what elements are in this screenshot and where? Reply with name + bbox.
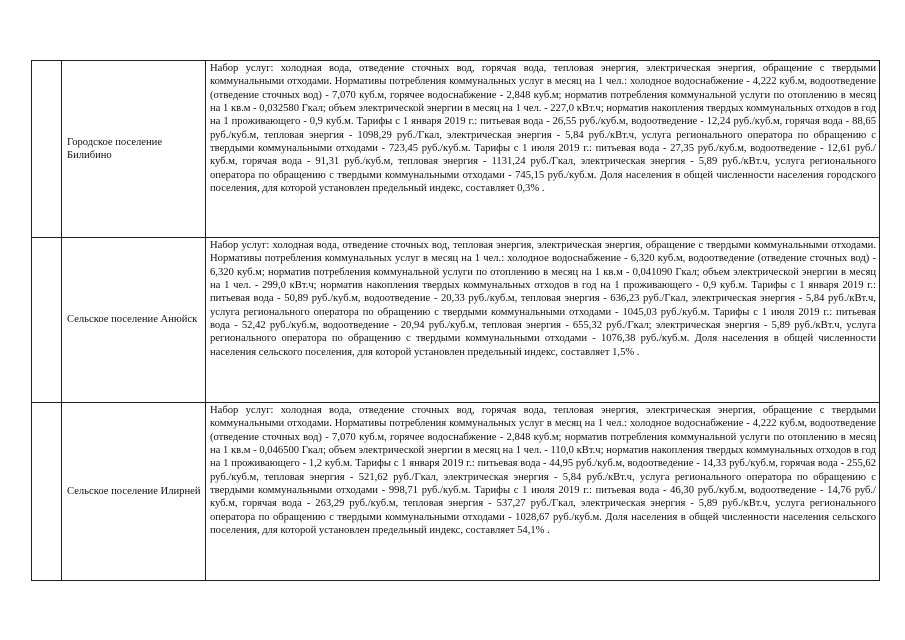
table-row-ilirney — [32, 403, 880, 581]
settlement-name-cell: Сельское поселение Анюйск — [62, 238, 206, 403]
row-number-cell — [32, 238, 62, 403]
table-row-bilibino — [32, 61, 880, 238]
services-description-cell: Набор услуг: холодная вода, отведение сточных вод, горячая вода, тепловая энергия, электрическая энергия, обращение с твердыми коммунальными отходами. Нормативы потребления коммунальных услуг в месяц на 1 чел.: холодное водоснабжение - 4,222 куб.м, водоотведение (отведение сточных вод) - 7,070 куб.м, горячее водоснабжение - 2,848 куб.м; норматив потребления коммунальной услуги по отоплению в месяц на 1 кв.м - 0,032580 Гкал; объем электрической энергии в месяц на 1 чел. - 227,0 кВт.ч; норматив накопления твердых коммунальных отходов в год на 1 проживающего - 0,9 куб.м. Тарифы с 1 января 2019 г.: питьевая вода - 26,55 руб./куб.м, водоотведение - 12,24 руб./куб.м, горячая вода - 88,65 руб./куб.м, тепловая энергия - 1098,29 руб./Гкал, электрическая энергия - 5,84 руб./кВт.ч, услуга регионального оператора по обращению с твердыми коммунальными отходами - 723,45 руб./куб.м. Тарифы с 1 июля 2019 г.: питьевая вода - 27,35 руб./куб.м, водоотведение - 12,61 руб./куб.м, горячая вода - 91,31 руб./куб.м, тепловая энергия - 1131,24 руб./Гкал, электрическая энергия - 5,89 руб./кВт.ч, услуга регионального оператора по обращению с твердыми коммунальными отходами - 745,15 руб./куб.м. Доля населения в общей численности населения городского поселения, для которой установлен предельный индекс, составляет 0,3% . — [206, 61, 880, 238]
services-description-cell: Набор услуг: холодная вода, отведение сточных вод, горячая вода, тепловая энергия, электрическая энергия, обращение с твердыми коммунальными отходами. Нормативы потребления коммунальных услуг в месяц на 1 чел.: холодное водоснабжение - 4,222 куб.м, водоотведение (отведение сточных вод) - 7,070 куб.м, горячее водоснабжение - 2,848 куб.м; норматив потребления коммунальной услуги по отоплению в месяц на 1 кв.м - 0,046500 Гкал; объем электрической энергии в месяц на 1 чел. - 110,0 кВт.ч; норматив накопления твердых коммунальных отходов в год на 1 проживающего - 1,2 куб.м. Тарифы с 1 января 2019 г.: питьевая вода - 44,95 руб./куб.м, водоотведение - 14,33 руб./куб.м, горячая вода - 255,62 руб./куб.м, тепловая энергия - 521,62 руб./Гкал, электрическая энергия - 5,84 руб./кВт.ч, услуга регионального оператора по обращению с твердыми коммунальными отходами - 998,71 руб./куб.м. Тарифы с 1 июля 2019 г.: питьевая вода - 46,30 руб./куб.м, водоотведение - 14,76 руб./куб.м, горячая вода - 263,29 руб./куб.м, тепловая энергия - 537,27 руб./Гкал, электрическая энергия - 5,89 руб./кВт.ч, услуга регионального оператора по обращению с твердыми коммунальными отходами - 1028,67 руб./куб.м. Доля населения в общей численности населения сельского поселения, для которой установлен предельный индекс, составляет 54,1% . — [206, 403, 880, 581]
settlement-name-cell: Городское поселение Билибино — [62, 61, 206, 238]
table-row-anyuysk — [32, 238, 880, 403]
row-number-cell — [32, 61, 62, 238]
row-number-cell — [32, 403, 62, 581]
settlement-name-cell: Сельское поселение Илирней — [62, 403, 206, 581]
services-table — [31, 60, 880, 581]
services-description-cell: Набор услуг: холодная вода, отведение сточных вод, тепловая энергия, электрическая энергия, обращение с твердыми коммунальными отходами. Нормативы потребления коммунальных услуг в месяц на 1 чел.: холодное водоснабжение - 6,320 куб.м, водоотведение (отведение сточных вод) - 6,320 куб.м; норматив потребления коммунальной услуги по отоплению в месяц на 1 кв.м - 0,041090 Гкал; объем электрической энергии в месяц на 1 чел. - 299,0 кВт.ч; норматив накопления твердых коммунальных отходов в год на 1 проживающего - 0,9 куб.м. Тарифы с 1 января 2019 г.: питьевая вода - 50,89 руб./куб.м, водоотведение - 20,33 руб./куб.м, тепловая энергия - 636,23 руб./Гкал, электрическая энергия - 5,84 руб./кВт.ч, услуга регионального оператора по обращению с твердыми коммунальными отходами - 1045,03 руб./куб.м. Тарифы с 1 июля 2019 г.: питьевая вода - 52,42 руб./куб.м, водоотведение - 20,94 руб./куб.м, тепловая энергия - 655,32 руб./Гкал; электрическая энергия - 5,89 руб./кВт.ч, услуга регионального оператора по обращению с твердыми коммунальными отходами - 1076,38 руб./куб.м. Доля населения в общей численности населения сельского поселения, для которой установлен предельный индекс, составляет 1,5% . — [206, 238, 880, 403]
